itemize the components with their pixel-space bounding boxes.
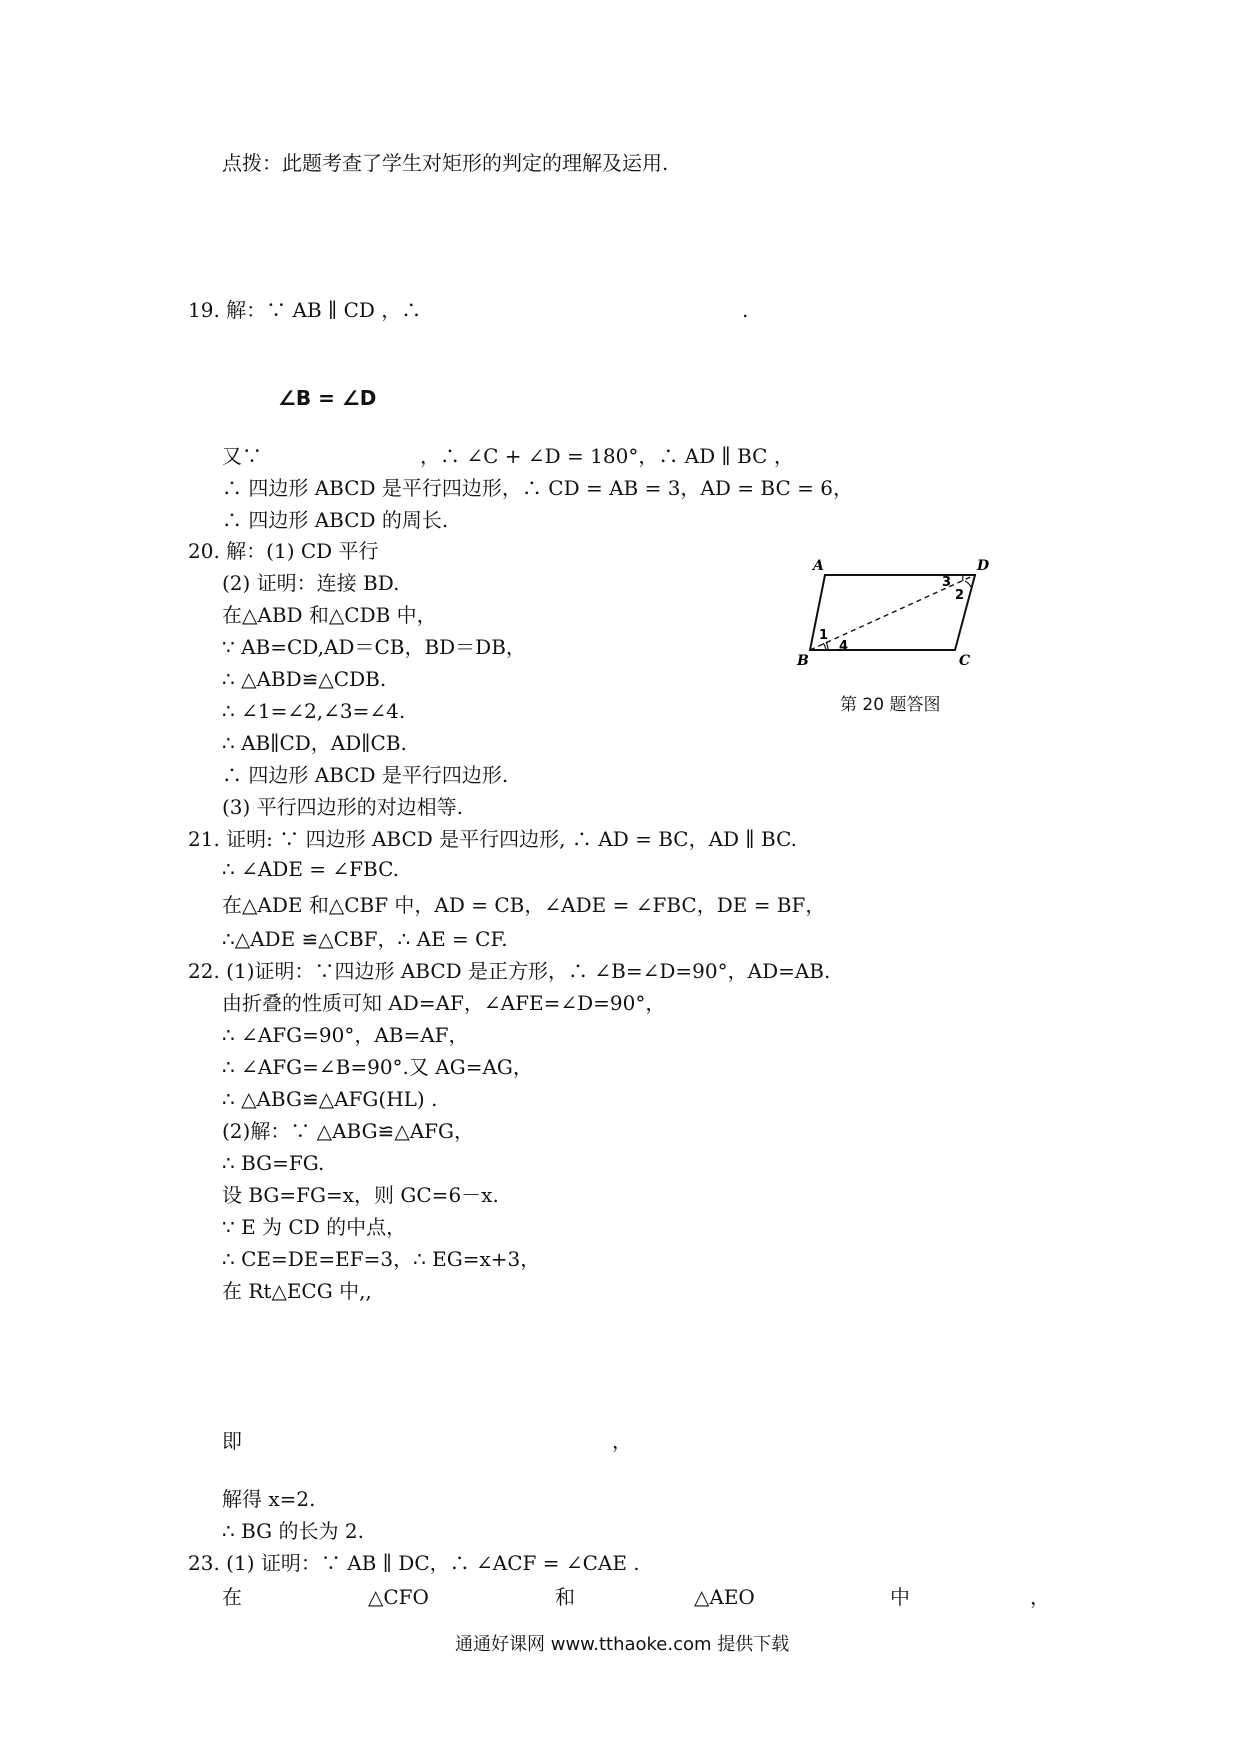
q20-line-9: (3) 平行四边形的对边相等.	[222, 795, 464, 819]
q23-line-2c: 和	[555, 1585, 575, 1609]
q23-line-2a: 在	[222, 1585, 242, 1609]
label-angle-2: 2	[955, 588, 965, 603]
label-c: C	[959, 653, 971, 669]
q22-line-12b: ，	[612, 1429, 632, 1453]
label-d: D	[977, 558, 990, 574]
q19-line-1-end: .	[742, 298, 749, 322]
q19-line-4: ∴ 四边形 ABCD 是平行四边形，∴ CD = AB = 3，AD = BC = 6，	[222, 476, 853, 500]
q19-line-3b: ，∴ ∠C + ∠D = 180°，∴ AD ∥ BC ，	[420, 444, 794, 468]
q20-line-5: ∴ △ABD≌△CDB.	[222, 667, 387, 691]
q22-line-6: (2)解：∵ △ABG≌△AFG，	[222, 1119, 474, 1143]
label-angle-1: 1	[819, 628, 829, 643]
q22-line-8: 设 BG=FG=x，则 GC=6－x.	[222, 1183, 499, 1207]
q19-line-3a: 又∵	[222, 444, 262, 468]
label-a: A	[813, 558, 824, 574]
q22-line-9: ∵ E 为 CD 的中点，	[222, 1215, 407, 1239]
q21-line-3: 在△ADE 和△CBF 中，AD = CB，∠ADE = ∠FBC，DE = BF，	[222, 893, 826, 917]
q21-line-4: ∴△ADE ≌△CBF，∴ AE = CF.	[222, 927, 508, 951]
q22-line-1: 22. (1)证明：∵四边形 ABCD 是正方形，∴ ∠B=∠D=90°，AD=AB.	[188, 959, 831, 983]
q22-line-12a: 即	[222, 1429, 242, 1453]
q23-line-2f: ，	[1030, 1585, 1050, 1609]
q19-line-5: ∴ 四边形 ABCD 的周长.	[222, 508, 449, 532]
q20-parallelogram-figure	[795, 555, 1010, 670]
q22-line-14: ∴ BG 的长为 2.	[222, 1519, 364, 1543]
q20-line-4: ∵ AB=CD,AD＝CB，BD＝DB，	[222, 635, 526, 659]
q22-line-7: ∴ BG=FG.	[222, 1151, 325, 1175]
q22-line-11: 在 Rt△ECG 中,,	[222, 1279, 372, 1303]
hint-line: 点拨：此题考查了学生对矩形的判定的理解及运用.	[222, 151, 669, 175]
angle-arc-4	[823, 643, 826, 650]
q23-line-2b: △CFO	[368, 1585, 429, 1609]
q23-line-2e: 中	[890, 1585, 910, 1609]
q20-line-2: (2) 证明：连接 BD.	[222, 571, 400, 595]
page-footer: 通通好课网 www.tthaoke.com 提供下载	[455, 1634, 790, 1655]
q22-line-2: 由折叠的性质可知 AD=AF，∠AFE=∠D=90°，	[222, 991, 666, 1015]
q20-line-8: ∴ 四边形 ABCD 是平行四边形.	[222, 763, 509, 787]
q20-line-7: ∴ AB∥CD，AD∥CB.	[222, 731, 407, 755]
q21-line-2: ∴ ∠ADE = ∠FBC.	[222, 857, 400, 881]
q20-line-3: 在△ABD 和△CDB 中，	[222, 603, 437, 627]
q23-line-1: 23. (1) 证明：∵ AB ∥ DC，∴ ∠ACF = ∠CAE .	[188, 1551, 640, 1575]
q22-line-4: ∴ ∠AFG=∠B=90°.又 AG=AG，	[222, 1055, 533, 1079]
q19-line-1: 19. 解：∵ AB ∥ CD ，∴	[188, 298, 422, 322]
label-b: B	[797, 653, 809, 669]
q19-line-2: ∠B = ∠D	[278, 386, 377, 410]
q22-line-13: 解得 x=2.	[222, 1487, 316, 1511]
angle-arc-2	[965, 581, 971, 587]
label-angle-4: 4	[839, 639, 849, 654]
figure-caption: 第 20 题答图	[840, 695, 941, 715]
q22-line-5: ∴ △ABG≌△AFG(HL) .	[222, 1087, 438, 1111]
q21-line-1: 21. 证明: ∵ 四边形 ABCD 是平行四边形, ∴ AD = BC，AD ∥ BC.	[188, 827, 798, 851]
q22-line-3: ∴ ∠AFG=90°，AB=AF，	[222, 1023, 469, 1047]
q22-line-10: ∴ CE=DE=EF=3，∴ EG=x+3，	[222, 1247, 541, 1271]
q23-line-2d: △AEO	[694, 1585, 755, 1609]
label-angle-3: 3	[942, 575, 952, 590]
q20-line-1: 20. 解：(1) CD 平行	[188, 539, 379, 563]
q20-line-6: ∴ ∠1=∠2,∠3=∠4.	[222, 699, 406, 723]
